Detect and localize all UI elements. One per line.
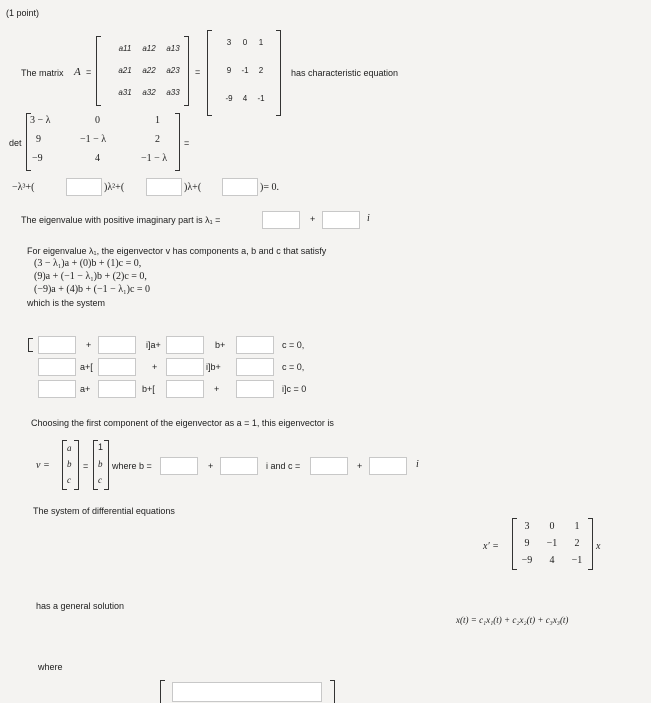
- x-vector: x: [596, 541, 601, 552]
- choosing-text: Choosing the first component of the eigenvector as a = 1, this eigenvector is: [31, 418, 334, 428]
- entry-a11: a11: [118, 44, 132, 53]
- eigenvalue-imag-input[interactable]: [322, 211, 360, 229]
- sys-r1-b-input[interactable]: [166, 336, 204, 354]
- matrix-intro: The matrix: [21, 68, 64, 78]
- right-bracket: [276, 30, 281, 116]
- b-real-input[interactable]: [160, 457, 198, 475]
- det-cell-33: −1 − λ: [141, 153, 168, 164]
- c-imag-input[interactable]: [369, 457, 407, 475]
- which-system: which is the system: [27, 298, 106, 308]
- char-eq-part3: )λ+(: [184, 182, 202, 193]
- matrix-eq-sign-2: =: [195, 67, 201, 77]
- dm-13: 1: [574, 521, 580, 532]
- det-cell-23: 2: [155, 134, 160, 145]
- eigenvalue-plus: +: [310, 214, 316, 224]
- sys-r2-a-input[interactable]: [38, 358, 76, 376]
- dm-31: −9: [521, 555, 533, 566]
- char-coef-1-input[interactable]: [66, 178, 102, 196]
- char-eq-text: has characteristic equation: [291, 68, 399, 78]
- sys-r3-b-input[interactable]: [98, 380, 136, 398]
- sys-r3-a-input[interactable]: [38, 380, 76, 398]
- matrix-A-symbol: A: [74, 66, 81, 78]
- r2-plus: +: [152, 362, 158, 372]
- sys-r2-c-input[interactable]: [236, 358, 274, 376]
- v-label: v =: [36, 460, 50, 471]
- det-cell-13: 1: [155, 115, 160, 126]
- dm-33: −1: [571, 555, 583, 566]
- dm-32: 4: [549, 555, 555, 566]
- entry-a22: a22: [142, 66, 156, 75]
- dm-11: 3: [524, 521, 530, 532]
- r2-ib: i]b+: [206, 362, 221, 372]
- diffsys-text: The system of differential equations: [33, 506, 175, 516]
- eq-line-3: (−9)a + (4)b + (−1 − λ₁)c = 0: [34, 284, 151, 295]
- general-solution-text: has a general solution: [36, 601, 125, 611]
- points-label: (1 point): [6, 8, 40, 18]
- entry-a21: a21: [118, 66, 132, 75]
- b-plus: +: [208, 461, 214, 471]
- value-31: -9: [225, 94, 233, 103]
- det-right-bracket: [175, 113, 180, 171]
- vec1-a: a: [67, 443, 72, 453]
- entry-a31: a31: [118, 88, 132, 97]
- dm-23: 2: [574, 538, 580, 549]
- char-eq-part2: )λ²+(: [104, 182, 125, 193]
- right-bracket: [184, 36, 189, 106]
- value-21: 9: [226, 66, 232, 75]
- r1-bplus: b+: [215, 340, 226, 350]
- dm-22: −1: [546, 538, 558, 549]
- diffmat-right-bracket: [588, 518, 593, 570]
- r1-ia: i]a+: [146, 340, 161, 350]
- char-coef-2-input[interactable]: [146, 178, 182, 196]
- det-cell-11: 3 − λ: [30, 115, 51, 126]
- char-eq-part4: )= 0.: [260, 182, 279, 193]
- det-label: det: [9, 138, 22, 148]
- where-input[interactable]: [172, 682, 322, 702]
- c-real-input[interactable]: [310, 457, 348, 475]
- dm-21: 9: [524, 538, 530, 549]
- det-cell-32: 4: [95, 153, 100, 164]
- eigenvector-intro: For eigenvalue λ₁, the eigenvector v has components a, b and c that satisfy: [27, 246, 327, 256]
- where-b: where b =: [112, 461, 152, 471]
- r3-aplus: a+: [80, 384, 91, 394]
- vec1-right-bracket: [74, 440, 79, 490]
- r2-aplus: a+[: [80, 362, 93, 372]
- matrix-eq-sign: =: [86, 67, 92, 77]
- det-cell-21: 9: [36, 134, 41, 145]
- left-bracket: [207, 30, 212, 116]
- c-i: i: [416, 459, 419, 470]
- vec1-c: c: [67, 475, 71, 485]
- sys-r1-a-real-input[interactable]: [38, 336, 76, 354]
- det-eq: =: [184, 138, 190, 148]
- r3-bplus: b+[: [142, 384, 155, 394]
- where-label: where: [38, 662, 63, 672]
- vec2-1: 1: [98, 442, 104, 452]
- vec2-c: c: [98, 475, 102, 485]
- sys-r2-b-imag-input[interactable]: [166, 358, 204, 376]
- vec2-right-bracket: [104, 440, 109, 490]
- sys-r1-c-input[interactable]: [236, 336, 274, 354]
- vec1-b: b: [67, 459, 72, 469]
- eq-line-1: (3 − λ₁)a + (0)b + (1)c = 0,: [34, 258, 142, 269]
- sys-r3-c-imag-input[interactable]: [236, 380, 274, 398]
- b-imag-input[interactable]: [220, 457, 258, 475]
- entry-a12: a12: [142, 44, 156, 53]
- value-23: 2: [258, 66, 264, 75]
- r1-c: c = 0,: [282, 340, 305, 350]
- eigenvalue-label: The eigenvalue with positive imaginary part is λ₁ =: [21, 215, 221, 225]
- system-bracket: [28, 338, 33, 352]
- eigenvalue-real-input[interactable]: [262, 211, 300, 229]
- value-13: 1: [258, 38, 264, 47]
- c-plus: +: [357, 461, 363, 471]
- vec-eq: =: [83, 461, 89, 471]
- value-32: 4: [242, 94, 248, 103]
- vec2-b: b: [98, 459, 103, 469]
- left-bracket: [96, 36, 101, 106]
- sys-r1-a-imag-input[interactable]: [98, 336, 136, 354]
- entry-a23: a23: [166, 66, 180, 75]
- det-cell-31: −9: [32, 153, 43, 164]
- char-eq-part1: −λ³+(: [12, 182, 35, 193]
- dm-12: 0: [549, 521, 555, 532]
- entry-a33: a33: [166, 88, 180, 97]
- det-cell-12: 0: [95, 115, 100, 126]
- sys-r3-c-real-input[interactable]: [166, 380, 204, 398]
- det-cell-22: −1 − λ: [80, 134, 107, 145]
- r3-plus: +: [214, 384, 220, 394]
- sys-r2-b-real-input[interactable]: [98, 358, 136, 376]
- general-formula: x(t) = c₁x₁(t) + c₂x₂(t) + c₃x₃(t): [456, 615, 569, 625]
- value-22: -1: [241, 66, 249, 75]
- char-coef-3-input[interactable]: [222, 178, 258, 196]
- eq-line-2: (9)a + (−1 − λ₁)b + (2)c = 0,: [34, 271, 147, 282]
- value-12: 0: [242, 38, 248, 47]
- eigenvalue-i: i: [367, 213, 370, 224]
- entry-a13: a13: [166, 44, 180, 53]
- r2-c: c = 0,: [282, 362, 305, 372]
- entry-a32: a32: [142, 88, 156, 97]
- value-33: -1: [257, 94, 265, 103]
- xprime: x′ =: [483, 541, 499, 552]
- r1-plus: +: [86, 340, 92, 350]
- value-11: 3: [226, 38, 232, 47]
- i-and-c: i and c =: [266, 461, 301, 471]
- r3-ic: i]c = 0: [282, 384, 307, 394]
